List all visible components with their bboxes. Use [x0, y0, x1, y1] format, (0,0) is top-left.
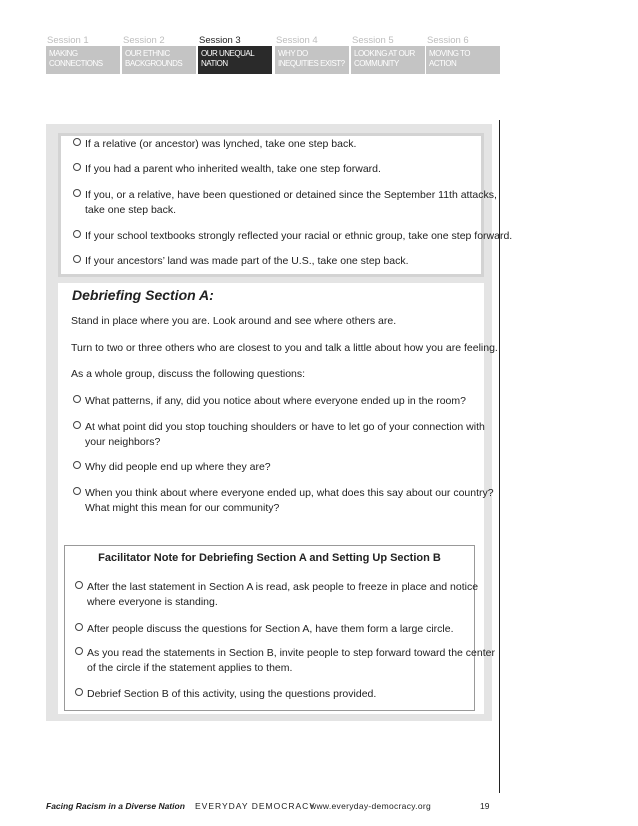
bullet-circle-icon: [73, 395, 81, 403]
statement-item: [73, 254, 409, 269]
question-item: [73, 420, 485, 450]
session-number: Session 4: [276, 35, 318, 46]
note-text-continued: where everyone is standing.: [87, 596, 218, 608]
session-tab-2: [122, 35, 196, 73]
session-number: Session 6: [427, 35, 469, 46]
note-text: Debrief Section B of this activity, using the questions provided.: [87, 688, 377, 700]
note-text: After people discuss the questions for Section A, have them form a large circle.: [87, 623, 454, 635]
note-text: After the last statement in Section A is read, ask people to freeze in place and notice: [87, 581, 479, 593]
session-title: OUR ETHNIC BACKGROUNDS: [122, 46, 196, 74]
debrief-paragraph: As a whole group, discuss the following questions:: [71, 368, 306, 380]
note-item: [75, 687, 376, 702]
facilitator-note-title: Facilitator Note for Debriefing Section A and Setting Up Section B: [98, 552, 441, 564]
question-text: Why did people end up where they are?: [85, 461, 271, 473]
section-heading: Debriefing Section A:: [72, 287, 214, 303]
bullet-circle-icon: [73, 487, 81, 495]
debrief-paragraph: Turn to two or three others who are closest to you and talk a little about how you are feeling.: [71, 342, 498, 354]
session-number: Session 3: [199, 35, 241, 46]
question-text-continued: What might this mean for our community?: [85, 502, 280, 514]
note-text: As you read the statements in Section B, invite people to step forward toward the center: [87, 647, 495, 659]
bullet-circle-icon: [73, 230, 81, 238]
vertical-rule: [499, 120, 500, 793]
bullet-circle-icon: [73, 163, 81, 171]
session-title: LOOKING AT OUR COMMUNITY: [351, 46, 425, 74]
session-title: WHY DO INEQUITIES EXIST?: [275, 46, 349, 74]
session-title: MAKING CONNECTIONS: [46, 46, 120, 74]
bullet-circle-icon: [73, 255, 81, 263]
question-item: [73, 460, 271, 475]
statement-text: If your ancestors’ land was made part of the U.S., take one step back.: [85, 255, 409, 267]
question-item: [73, 394, 466, 409]
session-tab-4: [275, 35, 349, 73]
bullet-circle-icon: [75, 688, 83, 696]
bullet-circle-icon: [73, 138, 81, 146]
bullet-circle-icon: [73, 421, 81, 429]
footer-url[interactable]: www.everyday-democracy.org: [310, 801, 432, 811]
note-item: [75, 622, 454, 637]
page-number: 19: [480, 801, 490, 811]
question-text: What patterns, if any, did you notice about where everyone ended up in the room?: [85, 395, 466, 407]
session-tab-6: [426, 35, 500, 73]
statement-item: [73, 229, 512, 244]
statement-item: [73, 162, 381, 177]
session-tab-3: [198, 35, 272, 73]
statement-text: If you, or a relative, have been questioned or detained since the September 11th attacks,: [85, 189, 497, 201]
note-text-continued: of the circle if the statement applies to them.: [87, 662, 293, 674]
bullet-circle-icon: [75, 623, 83, 631]
session-nav: [46, 35, 500, 73]
statement-item: [73, 188, 497, 218]
statement-text: If a relative (or ancestor) was lynched, take one step back.: [85, 138, 357, 150]
footer-org: EVERYDAY DEMOCRACY: [195, 801, 316, 811]
question-text: When you think about where everyone ended up, what does this say about our country?: [85, 487, 494, 499]
bullet-circle-icon: [73, 461, 81, 469]
question-text: At what point did you stop touching shoulders or have to let go of your connection with: [85, 421, 485, 433]
session-tab-1: [46, 35, 120, 73]
session-title: OUR UNEQUAL NATION: [198, 46, 272, 74]
note-item: [75, 646, 495, 676]
statement-text: If your school textbooks strongly reflected your racial or ethnic group, take one step forward.: [85, 230, 513, 242]
footer-title: Facing Racism in a Diverse Nation: [46, 801, 185, 811]
bullet-circle-icon: [75, 581, 83, 589]
session-number: Session 1: [47, 35, 89, 46]
statement-text-continued: take one step back.: [85, 204, 177, 216]
question-text-continued: your neighbors?: [85, 436, 161, 448]
session-title: MOVING TO ACTION: [426, 46, 500, 74]
note-item: [75, 580, 478, 610]
bullet-circle-icon: [75, 647, 83, 655]
session-number: Session 2: [123, 35, 165, 46]
session-number: Session 5: [352, 35, 394, 46]
question-item: [73, 486, 494, 516]
bullet-circle-icon: [73, 189, 81, 197]
debrief-paragraph: Stand in place where you are. Look around and see where others are.: [71, 315, 397, 327]
session-tab-5: [351, 35, 425, 73]
statement-item: [73, 137, 356, 152]
statement-text: If you had a parent who inherited wealth, take one step forward.: [85, 163, 381, 175]
